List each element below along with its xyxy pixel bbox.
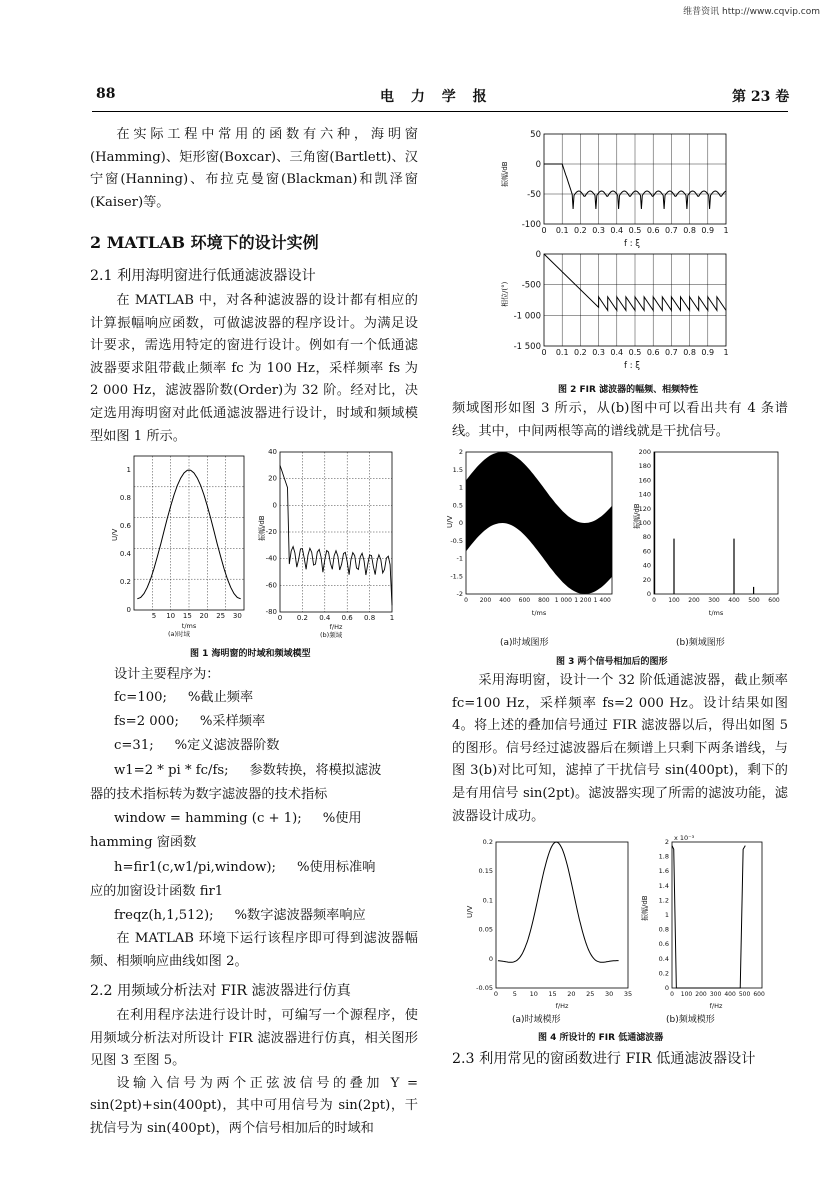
section-2-1-heading: 2.1 利用海明窗进行低通滤波器设计 — [90, 268, 316, 284]
fig3-a-xlabel: t/ms — [531, 609, 547, 617]
page-number: 88 — [96, 86, 116, 102]
code-line-5: window = hamming (c + 1); %使用 — [114, 811, 362, 826]
code-line-4: w1=2 * pi * fc/fs; 参数转换，将模拟滤波 — [114, 763, 382, 778]
figure-2 — [492, 126, 792, 376]
journal-title: 电 力 学 报 — [380, 89, 493, 105]
fig3-sub-b: (b)频域图形 — [676, 638, 725, 648]
fig3-a-y-tick: -0.5 — [450, 536, 463, 545]
fig1-b-x-tick: 0.8 — [364, 614, 376, 622]
fig3-a-y-tick: -1.5 — [450, 572, 463, 581]
fig1-b-y-tick: 0 — [272, 501, 277, 510]
fig1-a-ylabel: U/V — [111, 528, 119, 541]
fig2-top-y-tick: -50 — [527, 190, 541, 200]
fig1-a-x-tick: 5 — [151, 612, 157, 620]
code-line-5b: hamming 窗函数 — [90, 835, 197, 850]
code-line-3: c=31; %定义滤波器阶数 — [114, 738, 280, 753]
volume: 第 23 卷 — [732, 89, 790, 105]
fig4-b-x-tick: 200 — [695, 991, 707, 998]
fig4-b-y-tick: 0 — [664, 984, 669, 992]
fig4-b-y-tick: 0.2 — [658, 969, 669, 978]
fig3-b-y-tick: 80 — [642, 533, 651, 542]
fig4-b-y-tick: 2 — [664, 838, 669, 846]
fig4-b-y-tick: 0.8 — [658, 925, 669, 934]
fig4-caption: 图 4 所设计的 FIR 低通滤波器 — [538, 1033, 664, 1043]
fig3-a-x-tick: 400 — [499, 597, 511, 604]
fig4-a-x-tick: 5 — [512, 990, 517, 998]
fig2-top-y-tick: 50 — [530, 130, 541, 140]
fig1-a-y-tick: 0.6 — [119, 522, 131, 530]
fig1-sub-b: (b)频域 — [320, 631, 343, 639]
text-after-fig3: 采用海明窗，设计一个 32 阶低通滤波器，截止频率 fc=100 Hz，采样频率 fs=2 000 Hz。设计结果如图 4。将上述的叠加信号通过 FIR 滤波器以后，得出如图 5 的图形。信号经过滤波器后在频谱上只剩下两条谱线，与图 3(b)对比可知，滤掉了干扰信号 sin(400pt)，剩下的是有用信号 sin(2pt)。滤波器实现了所需的滤波功能，滤波器设计成功。 — [452, 673, 788, 824]
fig3-a-y-tick: 0.5 — [452, 501, 463, 510]
fig3-a-y-tick: 1 — [458, 483, 463, 492]
fig2-bot-y-tick: -500 — [521, 280, 541, 291]
section-2-2-paragraph: 在利用程序法进行设计时，可编写一个源程序，使用频域分析法对所设计 FIR 滤波器进行仿真，相关图形见图 3 至图 5。 — [90, 1008, 418, 1069]
fig2-top-x-tick: 0.8 — [683, 226, 696, 235]
fig4-b-y-tick: 1.4 — [658, 881, 669, 890]
section-2-2-paragraph-2: 设输入信号为两个正弦波信号的叠加 Y = sin(2pt)+sin(400pt)，其中可用信号为 sin(2pt)，干扰信号为 sin(400pt)，两个信号相加后的时域和 — [90, 1075, 418, 1136]
fig2-top-x-tick: 1 — [723, 226, 729, 235]
watermark: 维普资讯 http://www.cqvip.com — [683, 7, 820, 17]
section-2-heading: 2 MATLAB 环境下的设计实例 — [90, 233, 319, 252]
fig3-b-x-tick: 400 — [728, 597, 740, 604]
fig2-bot-x-tick: 0.3 — [592, 348, 605, 357]
fig3-b-ylabel: 振幅/dB — [633, 503, 641, 529]
fig4-b-x-tick: 300 — [709, 991, 722, 998]
fig3-b-x-tick: 500 — [748, 597, 760, 604]
fig2-bot-x-tick: 0 — [541, 348, 547, 357]
fig2-bot-x-tick: 0.8 — [683, 348, 696, 357]
fig4-b-ylabel: 振幅/dB — [641, 895, 649, 921]
fig4-sub-a: (a)时域模形 — [512, 1015, 561, 1025]
fig1-a-y-tick: 0.8 — [119, 494, 131, 502]
fig2-top-y-tick: -100 — [521, 220, 541, 230]
fig4-b-exponent: x 10⁻³ — [674, 834, 695, 842]
fig4-b-x-tick: 0 — [670, 991, 674, 998]
section-2-2-heading: 2.2 用频域分析法对 FIR 滤波器进行仿真 — [90, 983, 351, 999]
code-line-6: h=fir1(c,w1/pi,window); %使用标准响 — [114, 860, 376, 875]
fig1-a-x-tick: 15 — [182, 612, 192, 620]
fig2-top-x-tick: 0.6 — [646, 226, 660, 235]
fig2-caption: 图 2 FIR 滤波器的幅频、相频特性 — [558, 385, 699, 395]
fig3-a-y-tick: -2 — [456, 590, 463, 598]
fig1-panel-a — [111, 456, 244, 638]
fig1-b-xlabel: f/Hz — [329, 623, 343, 631]
fig4-a-y-tick: 0.05 — [478, 925, 493, 934]
code-line-6b: 应的加窗设计函数 fir1 — [90, 884, 224, 899]
fig4-a-ylabel: U/V — [466, 905, 474, 918]
fig3-sub-a: (a)时域图形 — [500, 638, 549, 648]
code-line-2: fs=2 000; %采样频率 — [114, 714, 266, 729]
fig4-b-y-tick: 1.8 — [658, 852, 669, 861]
fig3-b-x-tick: 300 — [708, 597, 720, 604]
fig4-b-y-tick: 1.2 — [658, 896, 669, 905]
fig3-a-x-tick: 600 — [518, 597, 531, 604]
run-paragraph: 在 MATLAB 环境下运行该程序即可得到滤波器幅频、相频响应曲线如图 2。 — [90, 931, 418, 969]
fig1-b-y-tick: -60 — [265, 581, 277, 590]
fig4-b-x-tick: 500 — [738, 991, 751, 998]
fig2-top-x-tick: 0.7 — [665, 226, 678, 235]
fig3-b-y-tick: 200 — [638, 448, 651, 456]
fig3-a-x-tick: 1 200 — [574, 597, 592, 604]
fig4-a-x-tick: 0 — [493, 990, 499, 998]
fig2-top-x-tick: 0 — [541, 226, 547, 235]
code-line-7: freqz(h,1,512); %数字滤波器频率响应 — [114, 908, 366, 923]
fig4-a-xlabel: f/Hz — [555, 1002, 569, 1010]
fig3-a-x-tick: 800 — [538, 597, 550, 604]
fig3-b-y-tick: 140 — [638, 490, 651, 499]
fig2-bottom-xlabel: f : ξ — [624, 361, 640, 371]
fig3-b-y-tick: 160 — [638, 476, 651, 485]
fig4-b-y-tick: 1.6 — [658, 867, 669, 876]
fig2-top-x-tick: 0.3 — [592, 226, 605, 235]
fig2-bot-x-tick: 0.4 — [610, 348, 624, 357]
fig3-b-y-tick: 100 — [638, 519, 651, 527]
fig4-a-x-tick: 15 — [548, 990, 557, 998]
fig3-a-x-tick: 1 000 — [554, 597, 572, 604]
fig2-top-x-tick: 0.2 — [574, 226, 587, 235]
fig4-a-x-tick: 30 — [605, 990, 614, 998]
fig3-a-y-tick: 2 — [458, 448, 463, 456]
fig4-b-y-tick: 0.4 — [658, 954, 669, 963]
fig1-a-y-tick: 1 — [126, 466, 131, 474]
code-line-4b: 器的技术指标转为数字滤波器的技术指标 — [90, 787, 328, 802]
fig3-b-x-tick: 600 — [768, 597, 780, 604]
fig2-top-xlabel: f : ξ — [624, 239, 640, 249]
fig2-phase-panel — [500, 250, 729, 371]
fig1-b-x-tick: 0.4 — [319, 614, 331, 622]
fig4-panel-a — [466, 838, 632, 1010]
fig1-a-x-tick: 20 — [199, 612, 209, 620]
fig1-a-x-tick: 25 — [216, 612, 226, 620]
fig2-bot-x-tick: 0.5 — [628, 348, 642, 357]
fig3-a-ylabel: U/V — [446, 515, 454, 528]
fig1-sub-a: (a)时域 — [168, 630, 191, 638]
fig2-bot-x-tick: 0.2 — [574, 348, 587, 357]
fig4-a-y-tick: 0.1 — [482, 896, 493, 905]
fig2-bot-x-tick: 0.6 — [646, 348, 660, 357]
fig3-b-y-tick: 180 — [638, 462, 651, 471]
fig2-bot-y-tick: -1 000 — [513, 311, 541, 322]
fig1-a-y-tick: 0.2 — [119, 578, 131, 586]
fig3-a-x-tick: 200 — [479, 597, 492, 604]
fig4-b-y-tick: 1 — [664, 911, 669, 919]
fig3-b-y-tick: 60 — [642, 547, 651, 556]
fig2-top-x-tick: 0.9 — [701, 226, 715, 235]
fig1-b-x-tick: 1 — [389, 614, 395, 622]
figure-3 — [446, 448, 792, 640]
fig3-b-y-tick: 20 — [642, 575, 651, 584]
fig4-a-x-tick: 20 — [567, 990, 576, 998]
fig4-b-xlabel: f/Hz — [709, 1002, 723, 1010]
fig2-top-ylabel: 振幅/dB — [501, 161, 509, 187]
fig1-b-y-tick: -80 — [265, 608, 277, 616]
fig4-a-x-tick: 25 — [586, 990, 595, 998]
fig4-a-y-tick: 0.2 — [482, 838, 493, 846]
fig3-b-xlabel: t/ms — [708, 609, 724, 617]
fig1-a-x-tick: 30 — [232, 612, 242, 620]
fig3-caption: 图 3 两个信号相加后的图形 — [556, 657, 668, 667]
fig4-a-y-tick: 0 — [488, 954, 493, 963]
section-2-3-heading: 2.3 利用常见的窗函数进行 FIR 低通滤波器设计 — [452, 1051, 756, 1067]
fig2-top-x-tick: 0.4 — [610, 226, 624, 235]
fig3-b-x-tick: 200 — [688, 597, 700, 604]
fig1-a-x-tick: 10 — [166, 612, 176, 620]
fig1-b-x-tick: 0.6 — [341, 614, 353, 622]
fig3-a-y-tick: 0 — [458, 519, 463, 527]
fig2-bot-y-tick: -1 500 — [513, 342, 541, 352]
fig4-a-y-tick: 0.15 — [478, 867, 493, 876]
fig3-a-y-tick: 1.5 — [452, 465, 463, 474]
fig1-b-x-tick: 0 — [277, 614, 283, 622]
fig1-a-y-tick: 0.4 — [119, 550, 131, 558]
fig3-b-x-tick: 0 — [652, 597, 656, 604]
fig4-panel-b — [640, 834, 765, 1010]
fig2-top-y-tick: 0 — [535, 160, 541, 170]
fig4-b-x-tick: 600 — [753, 991, 765, 998]
fig2-bot-y-tick: 0 — [535, 250, 541, 260]
fig3-panel-a — [446, 448, 612, 617]
fig2-bot-x-tick: 0.7 — [665, 348, 678, 357]
fig2-bot-x-tick: 1 — [723, 348, 729, 357]
fig4-b-x-tick: 100 — [680, 991, 693, 998]
fig4-sub-b: (b)频域模形 — [666, 1015, 715, 1025]
fig3-panel-b — [632, 448, 780, 617]
fig1-b-ylabel: 振幅/dB — [258, 515, 266, 541]
fig2-bot-x-tick: 0.9 — [701, 348, 715, 357]
figure-1 — [108, 450, 418, 650]
fig1-a-xlabel: t/ms — [181, 622, 197, 630]
fig1-b-y-tick: 40 — [268, 448, 277, 456]
fig4-b-y-tick: 0.6 — [658, 940, 669, 949]
code-line-1: fc=100; %截止频率 — [114, 690, 254, 705]
fig4-a-x-tick: 35 — [623, 990, 633, 998]
fig2-magnitude-panel — [500, 130, 729, 249]
fig1-panel-b — [257, 448, 394, 639]
fig3-a-x-tick: 1 400 — [593, 597, 611, 604]
fig3-a-x-tick: 0 — [464, 597, 468, 604]
fig4-b-x-tick: 400 — [724, 991, 736, 998]
fig3-b-y-tick: 40 — [642, 561, 651, 570]
fig1-b-y-tick: -40 — [265, 554, 277, 563]
intro-paragraph: 在实际工程中常用的函数有六种，海明窗(Hamming)、矩形窗(Boxcar)、三角窗(Bartlett)、汉宁窗(Hanning)、布拉克曼窗(Blackman)和凯泽窗(Kaiser)等。 — [90, 127, 418, 210]
fig3-b-x-tick: 100 — [668, 597, 680, 604]
text-after-fig2: 频域图形如图 3 所示，从(b)图中可以看出共有 4 条谱线。其中，中间两根等高的谱线就是干扰信号。 — [452, 401, 788, 439]
fig4-a-x-tick: 10 — [529, 990, 538, 998]
fig3-a-y-tick: -1 — [456, 554, 463, 563]
design-program-title: 设计主要程序为： — [114, 667, 220, 682]
section-2-1-paragraph: 在 MATLAB 中，对各种滤波器的设计都有相应的计算振幅响应函数，可做滤波器的程序设计。为满足设计要求，需选用特定的窗进行设计。例如有一个低通滤波器要求阻带截止频率 fc 为 100 Hz，采样频率 fs 为 2 000 Hz，滤波器阶数(Order)为 32 阶。经对比，决定选用海明窗对此低通滤波器进行设计，时域和频域模型如图 1 所示。 — [90, 293, 418, 444]
fig3-b-y-tick: 0 — [646, 590, 651, 598]
fig1-b-y-tick: 20 — [268, 474, 277, 483]
fig2-top-x-tick: 0.1 — [555, 226, 569, 235]
fig2-bottom-ylabel: 相位/(°) — [501, 281, 509, 307]
fig4-a-y-tick: -0.05 — [476, 984, 493, 992]
fig3-b-y-tick: 120 — [638, 504, 651, 513]
header-rule — [92, 111, 788, 112]
fig1-b-x-tick: 0.2 — [296, 614, 308, 622]
fig1-caption: 图 1 海明窗的时域和频域模型 — [190, 649, 311, 659]
left-column — [90, 124, 418, 214]
fig2-bot-x-tick: 0.1 — [555, 348, 569, 357]
fig2-top-x-tick: 0.5 — [628, 226, 642, 235]
figure-4 — [458, 834, 778, 1013]
fig1-a-y-tick: 0 — [126, 606, 131, 614]
fig1-b-y-tick: -20 — [265, 528, 277, 536]
